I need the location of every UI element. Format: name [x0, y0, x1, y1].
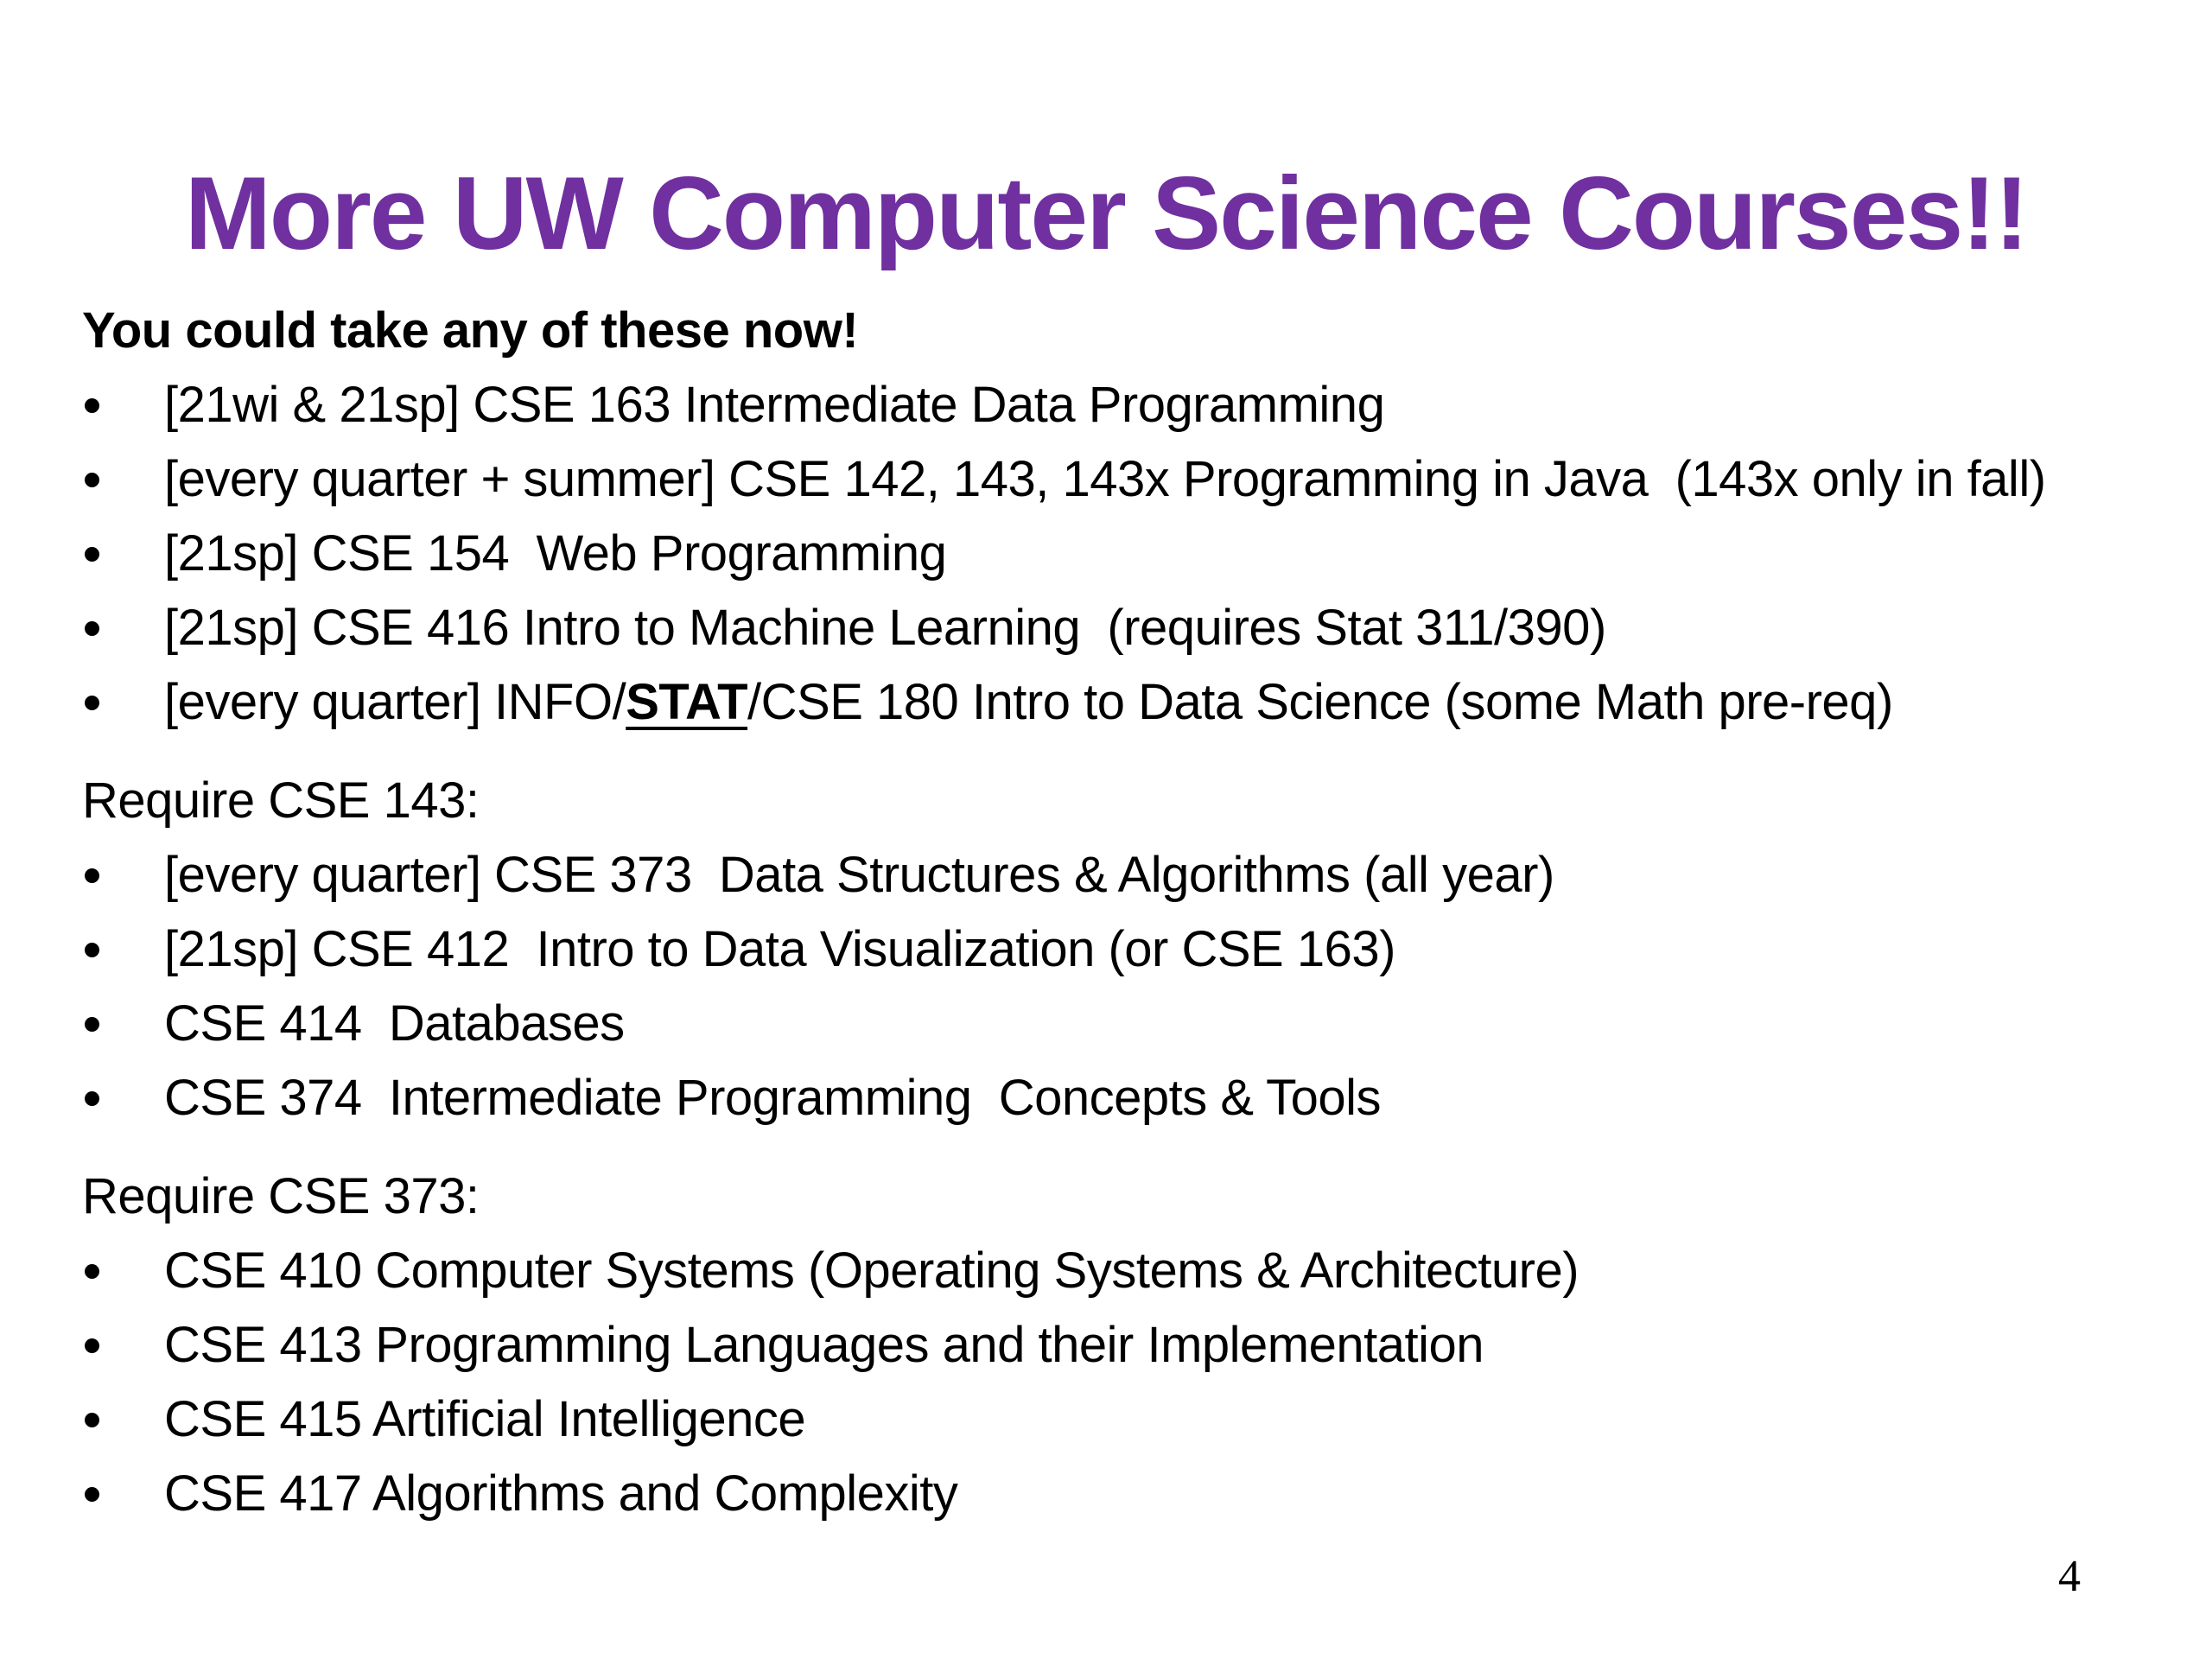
- bullet-icon: [85, 696, 99, 710]
- bullet-text: CSE 415 Artificial Intelligence: [164, 1391, 806, 1447]
- bullet-text: [every quarter] CSE 373 Data Structures & Algorithms (all year): [164, 847, 1554, 903]
- bullet-item: [82, 665, 2182, 740]
- bullet-icon: [85, 1413, 99, 1427]
- bullet-icon: [85, 1091, 99, 1106]
- bullet-icon: [85, 621, 99, 636]
- bullet-text: CSE 417 Algorithms and Complexity: [164, 1465, 958, 1522]
- bullet-icon: [85, 473, 99, 487]
- bullet-item: [82, 1061, 2182, 1135]
- bullet-item: [82, 442, 2182, 517]
- bullet-icon: [85, 943, 99, 957]
- section-header: Require CSE 373:: [82, 1168, 480, 1224]
- bullet-item: [82, 1457, 2182, 1531]
- bullet-icon: [85, 1338, 99, 1353]
- slide-body: [82, 294, 2182, 1531]
- bullet-icon: [85, 398, 99, 413]
- bullet-icon: [85, 547, 99, 562]
- bullet-text: [every quarter + summer] CSE 142, 143, 143x Programming in Java (143x only in fall): [164, 451, 2046, 507]
- slide-title: More UW Computer Science Courses!!: [184, 156, 2028, 271]
- bullet-text: [21wi & 21sp] CSE 163 Intermediate Data Programming: [164, 377, 1385, 433]
- bullet-item: [82, 987, 2182, 1061]
- bullet-item: [82, 912, 2182, 987]
- bullet-text: [every quarter] INFO/: [164, 674, 626, 730]
- bullet-text: [21sp] CSE 416 Intro to Machine Learning (requires Stat 311/390): [164, 600, 1606, 656]
- section-gap: [82, 1135, 2182, 1160]
- bullet-item: [82, 1382, 2182, 1457]
- bullet-icon: [85, 868, 99, 883]
- bullet-text: CSE 413 Programming Languages and their Implementation: [164, 1317, 1484, 1373]
- bullet-text: CSE 414 Databases: [164, 995, 625, 1052]
- bullet-text: STAT: [626, 674, 748, 730]
- section-header: You could take any of these now!: [82, 302, 859, 359]
- bullet-icon: [85, 1264, 99, 1279]
- section-gap: [82, 740, 2182, 764]
- section-header: Require CSE 143:: [82, 772, 480, 829]
- bullet-item: [82, 1234, 2182, 1308]
- bullet-icon: [85, 1017, 99, 1032]
- bullet-item: [82, 517, 2182, 591]
- bullet-text: CSE 410 Computer Systems (Operating Systems & Architecture): [164, 1243, 1580, 1299]
- bullet-item: [82, 368, 2182, 442]
- bullet-icon: [85, 1487, 99, 1502]
- bullet-text: CSE 374 Intermediate Programming Concepts & Tools: [164, 1070, 1382, 1126]
- page-number: 4: [2058, 1552, 2081, 1601]
- bullet-text: [21sp] CSE 154 Web Programming: [164, 525, 947, 582]
- bullet-item: [82, 1308, 2182, 1382]
- bullet-item: [82, 838, 2182, 912]
- bullet-item: [82, 591, 2182, 665]
- bullet-text: [21sp] CSE 412 Intro to Data Visualization (or CSE 163): [164, 921, 1395, 977]
- bullet-text: /CSE 180 Intro to Data Science (some Math pre-req): [747, 674, 1893, 730]
